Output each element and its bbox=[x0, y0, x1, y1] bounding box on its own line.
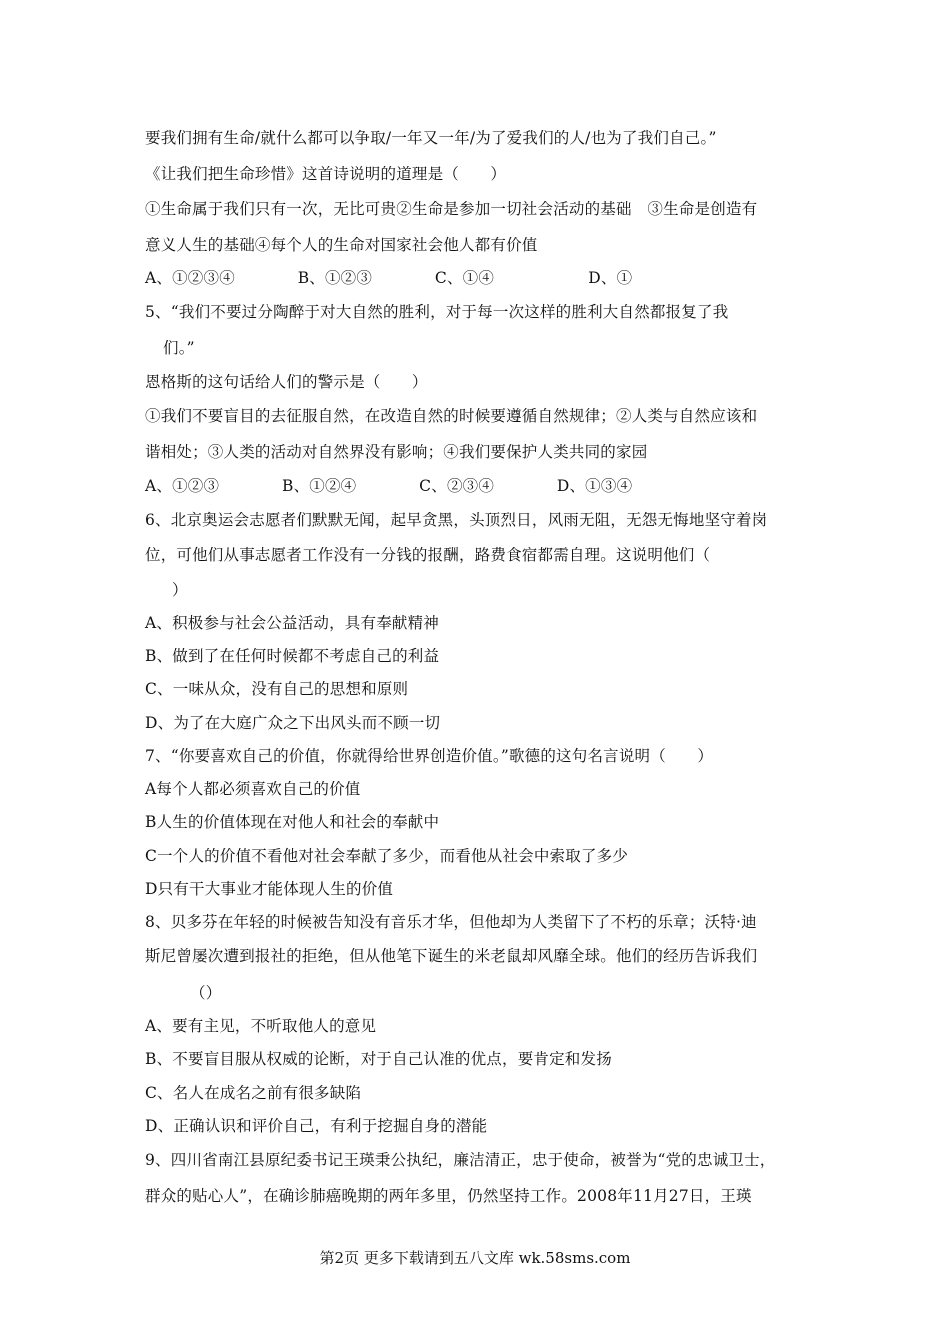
option-c: C、名人在成名之前有很多缺陷 bbox=[145, 1084, 362, 1102]
option-a: A、要有主见，不听取他人的意见 bbox=[145, 1017, 377, 1035]
text-line: 意义人生的基础④每个人的生命对国家社会他人都有价值 bbox=[145, 236, 538, 254]
text-line: ①我们不要盲目的去征服自然，在改造自然的时候要遵循自然规律；②人类与自然应该和 bbox=[145, 407, 758, 425]
text-line: ） bbox=[172, 581, 188, 599]
text-line: 谐相处；③人类的活动对自然界没有影响；④我们要保护人类共同的家园 bbox=[145, 443, 648, 461]
option-a: A每个人都必须喜欢自己的价值 bbox=[145, 780, 361, 798]
option-d: D只有干大事业才能体现人生的价值 bbox=[145, 880, 394, 898]
question-stem: 《让我们把生命珍惜》这首诗说明的道理是（ ） bbox=[145, 165, 507, 183]
question-6: 6、北京奥运会志愿者们默默无闻，起早贪黑，头顶烈日，风雨无阻，无怨无悔地坚守着岗 bbox=[145, 511, 768, 529]
text-line: 斯尼曾屡次遭到报社的拒绝，但从他笔下诞生的米老鼠却风靡全球。他们的经历告诉我们 bbox=[145, 947, 758, 965]
text-line: 群众的贴心人”，在确诊肺癌晚期的两年多里，仍然坚持工作。2008年11月27日，王瑛 bbox=[145, 1187, 752, 1205]
answer-options: A、①②③ B、①②④ C、②③④ D、①③④ bbox=[145, 477, 633, 495]
option-b: B、做到了在任何时候都不考虑自己的利益 bbox=[145, 647, 440, 665]
option-d: D、正确认识和评价自己，有利于挖掘自身的潜能 bbox=[145, 1117, 488, 1135]
option-c: C、一味从众，没有自己的思想和原则 bbox=[145, 680, 409, 698]
option-b: B人生的价值体现在对他人和社会的奉献中 bbox=[145, 813, 440, 831]
question-9: 9、四川省南江县原纪委书记王瑛秉公执纪，廉洁清正，忠于使命，被誉为“党的忠诚卫士， bbox=[145, 1151, 776, 1169]
page-footer: 第2页 更多下载请到五八文库 wk.58sms.com bbox=[319, 1249, 631, 1267]
text-line: 们。” bbox=[163, 339, 195, 357]
option-c: C一个人的价值不看他对社会奉献了多少，而看他从社会中索取了多少 bbox=[145, 847, 629, 865]
answer-options: A、①②③④ B、①②③ C、①④ D、① bbox=[145, 269, 633, 287]
text-line: （） bbox=[190, 984, 222, 1002]
text-line: ①生命属于我们只有一次，无比可贵②生命是参加一切社会活动的基础 ③生命是创造有 bbox=[145, 200, 758, 218]
question-8: 8、贝多芬在年轻的时候被告知没有音乐才华，但他却为人类留下了不朽的乐章；沃特·迪 bbox=[145, 913, 757, 931]
question-stem: 恩格斯的这句话给人们的警示是（ ） bbox=[145, 373, 428, 391]
question-5: 5、“我们不要过分陶醉于对大自然的胜利，对于每一次这样的胜利大自然都报复了我 bbox=[145, 303, 729, 321]
option-b: B、不要盲目服从权威的论断，对于自己认准的优点，要肯定和发扬 bbox=[145, 1050, 612, 1068]
option-a: A、积极参与社会公益活动，具有奉献精神 bbox=[145, 614, 439, 632]
text-line: 位，可他们从事志愿者工作没有一分钱的报酬，路费食宿都需自理。这说明他们（ bbox=[145, 546, 711, 564]
text-line: 要我们拥有生命/就什么都可以争取/一年又一年/为了爱我们的人/也为了我们自己。” bbox=[145, 129, 717, 147]
question-7: 7、“你要喜欢自己的价值，你就得给世界创造价值。”歌德的这句名言说明（ ） bbox=[145, 747, 714, 765]
option-d: D、为了在大庭广众之下出风头而不顾一切 bbox=[145, 714, 441, 732]
